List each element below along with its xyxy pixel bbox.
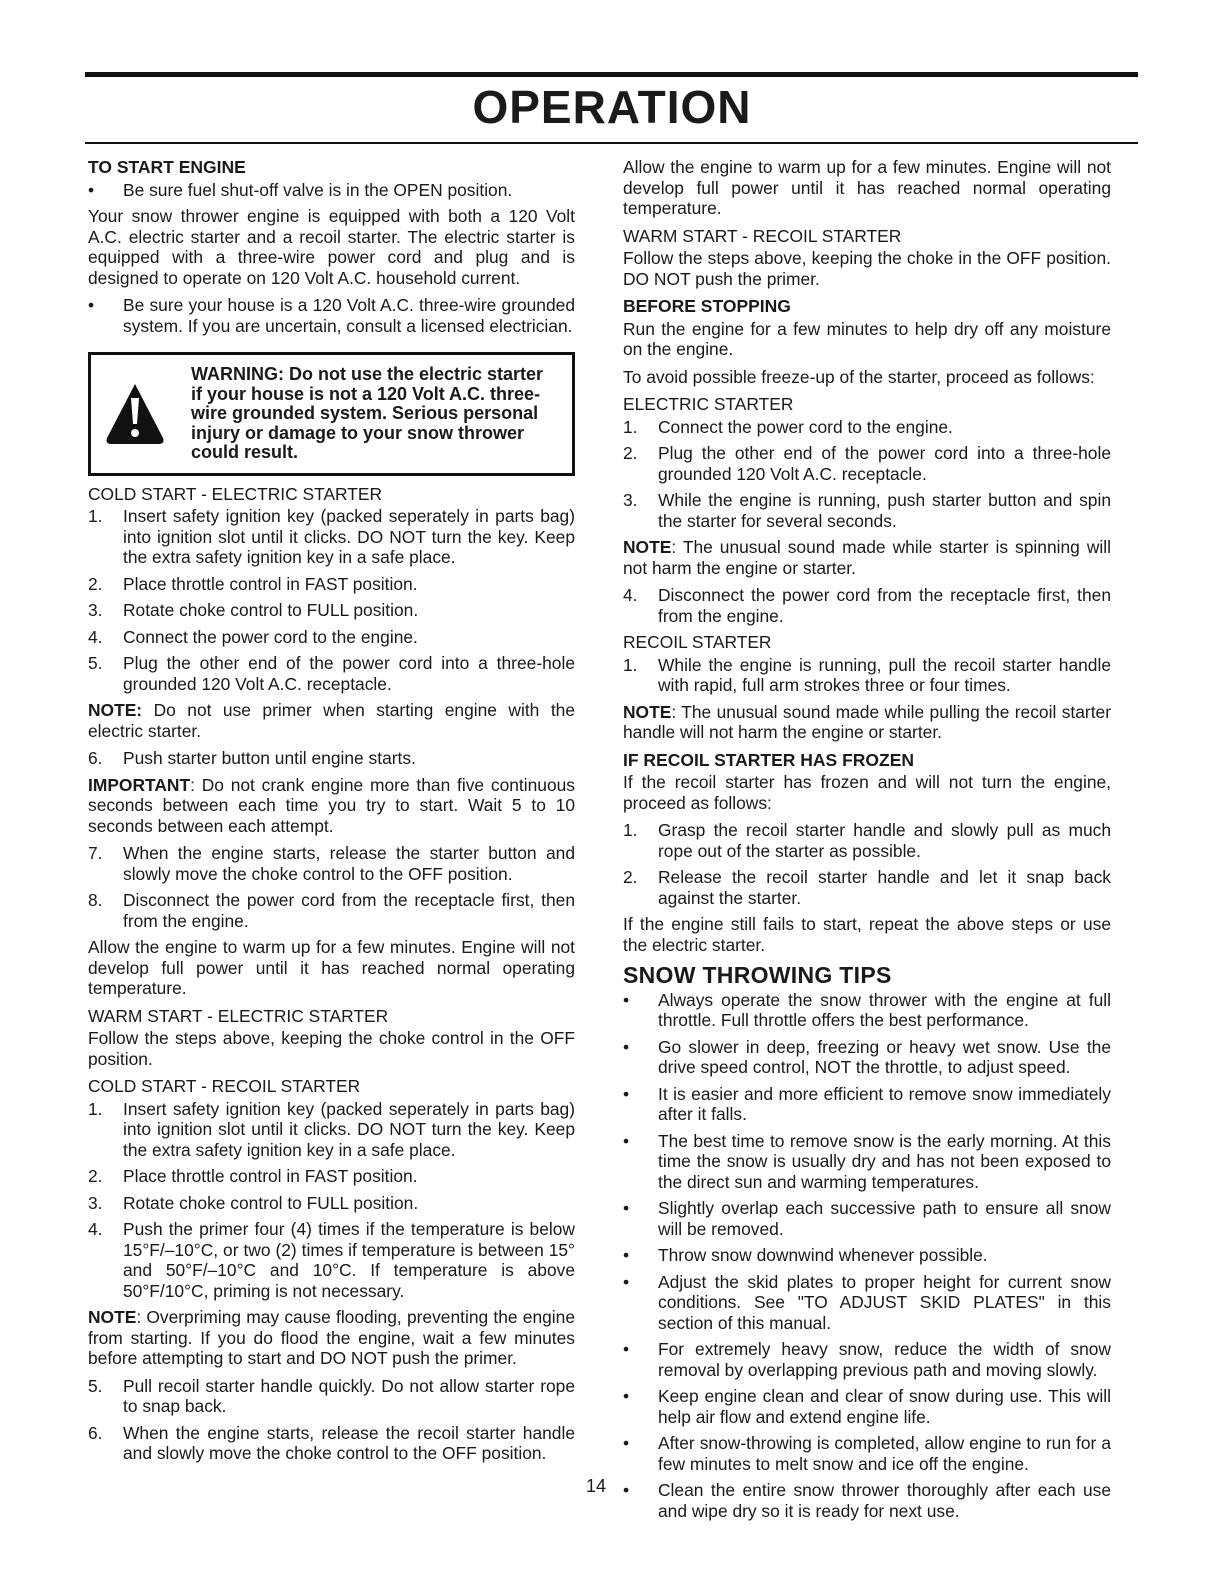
note-paragraph: NOTE: The unusual sound made while pulling the recoil starter handle will not harm the engine or starter. (623, 701, 1111, 742)
snow-throwing-tips-heading: SNOW THROWING TIPS (623, 962, 892, 988)
numbered-list (623, 820, 1111, 908)
list-item: • Clean the entire snow thrower thoroughly after each use and wipe dry so it is ready for next use. (623, 1480, 1111, 1521)
numbered-list (88, 843, 575, 931)
list-item: 3. Rotate choke control to FULL position. (88, 1192, 419, 1213)
numbered-list (88, 506, 575, 694)
bullet-list (88, 180, 575, 201)
recoil-starter-heading: RECOIL STARTER (623, 632, 772, 652)
note-paragraph: NOTE: Overpriming may cause flooding, preventing the engine from starting. If you do flood the engine, wait a few minutes before attempting to start and DO NOT push the primer. (88, 1307, 575, 1368)
numbered-list (88, 1099, 575, 1302)
list-item: 2. Place throttle control in FAST position. (88, 573, 418, 594)
list-item: • Always operate the snow thrower with the engine at full throttle. Full throttle offers the best performance. (623, 990, 1111, 1031)
paragraph: Run the engine for a few minutes to help dry off any moisture on the engine. (623, 318, 1111, 359)
note-paragraph: NOTE: The unusual sound made while starter is spinning will not harm the engine or starter. (623, 537, 1111, 578)
tips-list (623, 990, 1111, 1522)
numbered-list (88, 1376, 575, 1464)
bullet-list (88, 295, 575, 336)
list-item: 1. Connect the power cord to the engine. (623, 416, 953, 437)
warning-box (88, 352, 575, 476)
left-column (88, 157, 575, 1470)
list-item: 4. Disconnect the power cord from the receptacle first, then from the engine. (623, 585, 1111, 626)
list-item: 3. While the engine is running, push starter button and spin the starter for several seconds. (623, 490, 1111, 531)
paragraph: Follow the steps above, keeping the choke in the OFF position. DO NOT push the primer. (623, 248, 1111, 289)
important-paragraph: IMPORTANT: Do not crank engine more than five continuous seconds between each time you try to start. Wait 5 to 10 seconds between each attempt. (88, 774, 575, 836)
list-item: • Be sure fuel shut-off valve is in the OPEN position. (88, 180, 575, 201)
paragraph: Your snow thrower engine is equipped with both a 120 Volt A.C. electric starter and a recoil starter. The electric starter is equipped with a three-wire power cord and plug and is designed to operate on 120 Volt A.C. household current. (88, 206, 575, 288)
list-item: 7. When the engine starts, release the starter button and slowly move the choke control to the OFF position. (88, 843, 575, 884)
to-start-engine-heading: TO START ENGINE (88, 157, 246, 177)
list-item: • Keep engine clean and clear of snow during use. This will help air flow and extend engine life. (623, 1386, 1111, 1427)
warm-start-recoil-heading: WARM START - RECOIL STARTER (623, 225, 902, 246)
list-item: 1. Insert safety ignition key (packed seperately in parts bag) into ignition slot until it clicks. DO NOT turn the key. Keep the extra safety ignition key in a safe place. (88, 506, 575, 567)
list-item: • Adjust the skid plates to proper height for current snow conditions. See "TO ADJUST SKID PLATES" in this section of this manual. (623, 1272, 1111, 1334)
warm-start-electric-heading: WARM START - ELECTRIC STARTER (88, 1005, 389, 1026)
numbered-list (623, 585, 1111, 626)
list-item: • For extremely heavy snow, reduce the width of snow removal by overlapping previous path and moving slowly. (623, 1339, 1111, 1380)
top-rule (85, 72, 1138, 77)
list-item: • Slightly overlap each successive path to ensure all snow will be removed. (623, 1198, 1111, 1239)
list-item: 1. Insert safety ignition key (packed seperately in parts bag) into ignition slot until it clicks. DO NOT turn the key. Keep the extra safety ignition key in a safe place. (88, 1098, 575, 1160)
numbered-list (623, 655, 1111, 696)
list-item: • The best time to remove snow is the early morning. At this time the snow is usually dry and has not been exposed to the direct sun and warming temperatures. (623, 1131, 1111, 1193)
cold-start-recoil-heading: COLD START - RECOIL STARTER (88, 1076, 361, 1096)
list-item: 8. Disconnect the power cord from the receptacle first, then from the engine. (88, 890, 575, 931)
warning-text: WARNING: Do not use the electric starter if your house is not a 120 Volt A.C. three-wire grounded system. Serious personal injury or damage to your snow thrower could result. (191, 364, 544, 462)
list-item: 6. When the engine starts, release the recoil starter handle and slowly move the choke control to the OFF position. (88, 1422, 575, 1463)
title-underline (85, 142, 1138, 144)
paragraph: Follow the steps above, keeping the choke control in the OFF position. (88, 1028, 575, 1069)
list-item: 4. Push the primer four (4) times if the temperature is below 15°F/–10°C, or two (2) times if temperature is between 15° and 50°F/–10°C and 10°C. If temperature is above 50°F/10°C, priming is not necessary. (88, 1219, 575, 1301)
list-item: 2. Release the recoil starter handle and let it snap back against the starter. (623, 867, 1111, 908)
list-item: • Go slower in deep, freezing or heavy wet snow. Use the drive speed control, NOT the throttle, to adjust speed. (623, 1037, 1111, 1078)
numbered-list (88, 748, 575, 769)
page-title: OPERATION (472, 81, 752, 133)
list-item: • After snow-throwing is completed, allow engine to run for a few minutes to melt snow and ice off the engine. (623, 1433, 1111, 1474)
list-item: 2. Place throttle control in FAST position. (88, 1166, 418, 1186)
page-number: 14 (586, 1476, 607, 1496)
paragraph: To avoid possible freeze-up of the starter, proceed as follows: (623, 366, 1095, 387)
numbered-list (623, 417, 1111, 532)
list-item: 6. Push starter button until engine starts. (88, 748, 416, 768)
paragraph: If the recoil starter has frozen and will not turn the engine, proceed as follows: (623, 772, 1111, 813)
list-item: 3. Rotate choke control to FULL position. (88, 600, 419, 620)
list-item: • Throw snow downwind whenever possible. (623, 1245, 1111, 1266)
list-item: 4. Connect the power cord to the engine. (88, 626, 418, 647)
electric-starter-heading: ELECTRIC STARTER (623, 394, 794, 414)
list-item: • Be sure your house is a 120 Volt A.C. three-wire grounded system. If you are uncertain, consult a licensed electrician. (88, 295, 575, 336)
before-stopping-heading: BEFORE STOPPING (623, 296, 791, 316)
list-item: 2. Plug the other end of the power cord into a three-hole grounded 120 Volt A.C. receptacle. (623, 443, 1111, 484)
list-item: 1. While the engine is running, pull the recoil starter handle with rapid, full arm strokes three or four times. (623, 654, 1111, 695)
recoil-frozen-heading: IF RECOIL STARTER HAS FROZEN (623, 749, 915, 770)
paragraph: Allow the engine to warm up for a few minutes. Engine will not develop full power until it has reached normal operating temperature. (88, 937, 575, 998)
paragraph: Allow the engine to warm up for a few minutes. Engine will not develop full power until it has reached normal operating temperature. (623, 157, 1111, 218)
list-item: 5. Plug the other end of the power cord into a three-hole grounded 120 Volt A.C. receptacle. (88, 653, 575, 694)
list-item: 5. Pull recoil starter handle quickly. Do not allow starter rope to snap back. (88, 1375, 575, 1416)
warning-triangle-icon (105, 382, 165, 446)
note-paragraph: NOTE: Do not use primer when starting engine with the electric starter. (88, 700, 575, 741)
list-item: • It is easier and more efficient to remove snow immediately after it falls. (623, 1084, 1111, 1125)
paragraph: If the engine still fails to start, repeat the above steps or use the electric starter. (623, 914, 1111, 955)
right-column (623, 157, 1111, 1527)
list-item: 1. Grasp the recoil starter handle and slowly pull as much rope out of the starter as possible. (623, 820, 1111, 861)
cold-start-electric-heading: COLD START - ELECTRIC STARTER (88, 483, 383, 504)
